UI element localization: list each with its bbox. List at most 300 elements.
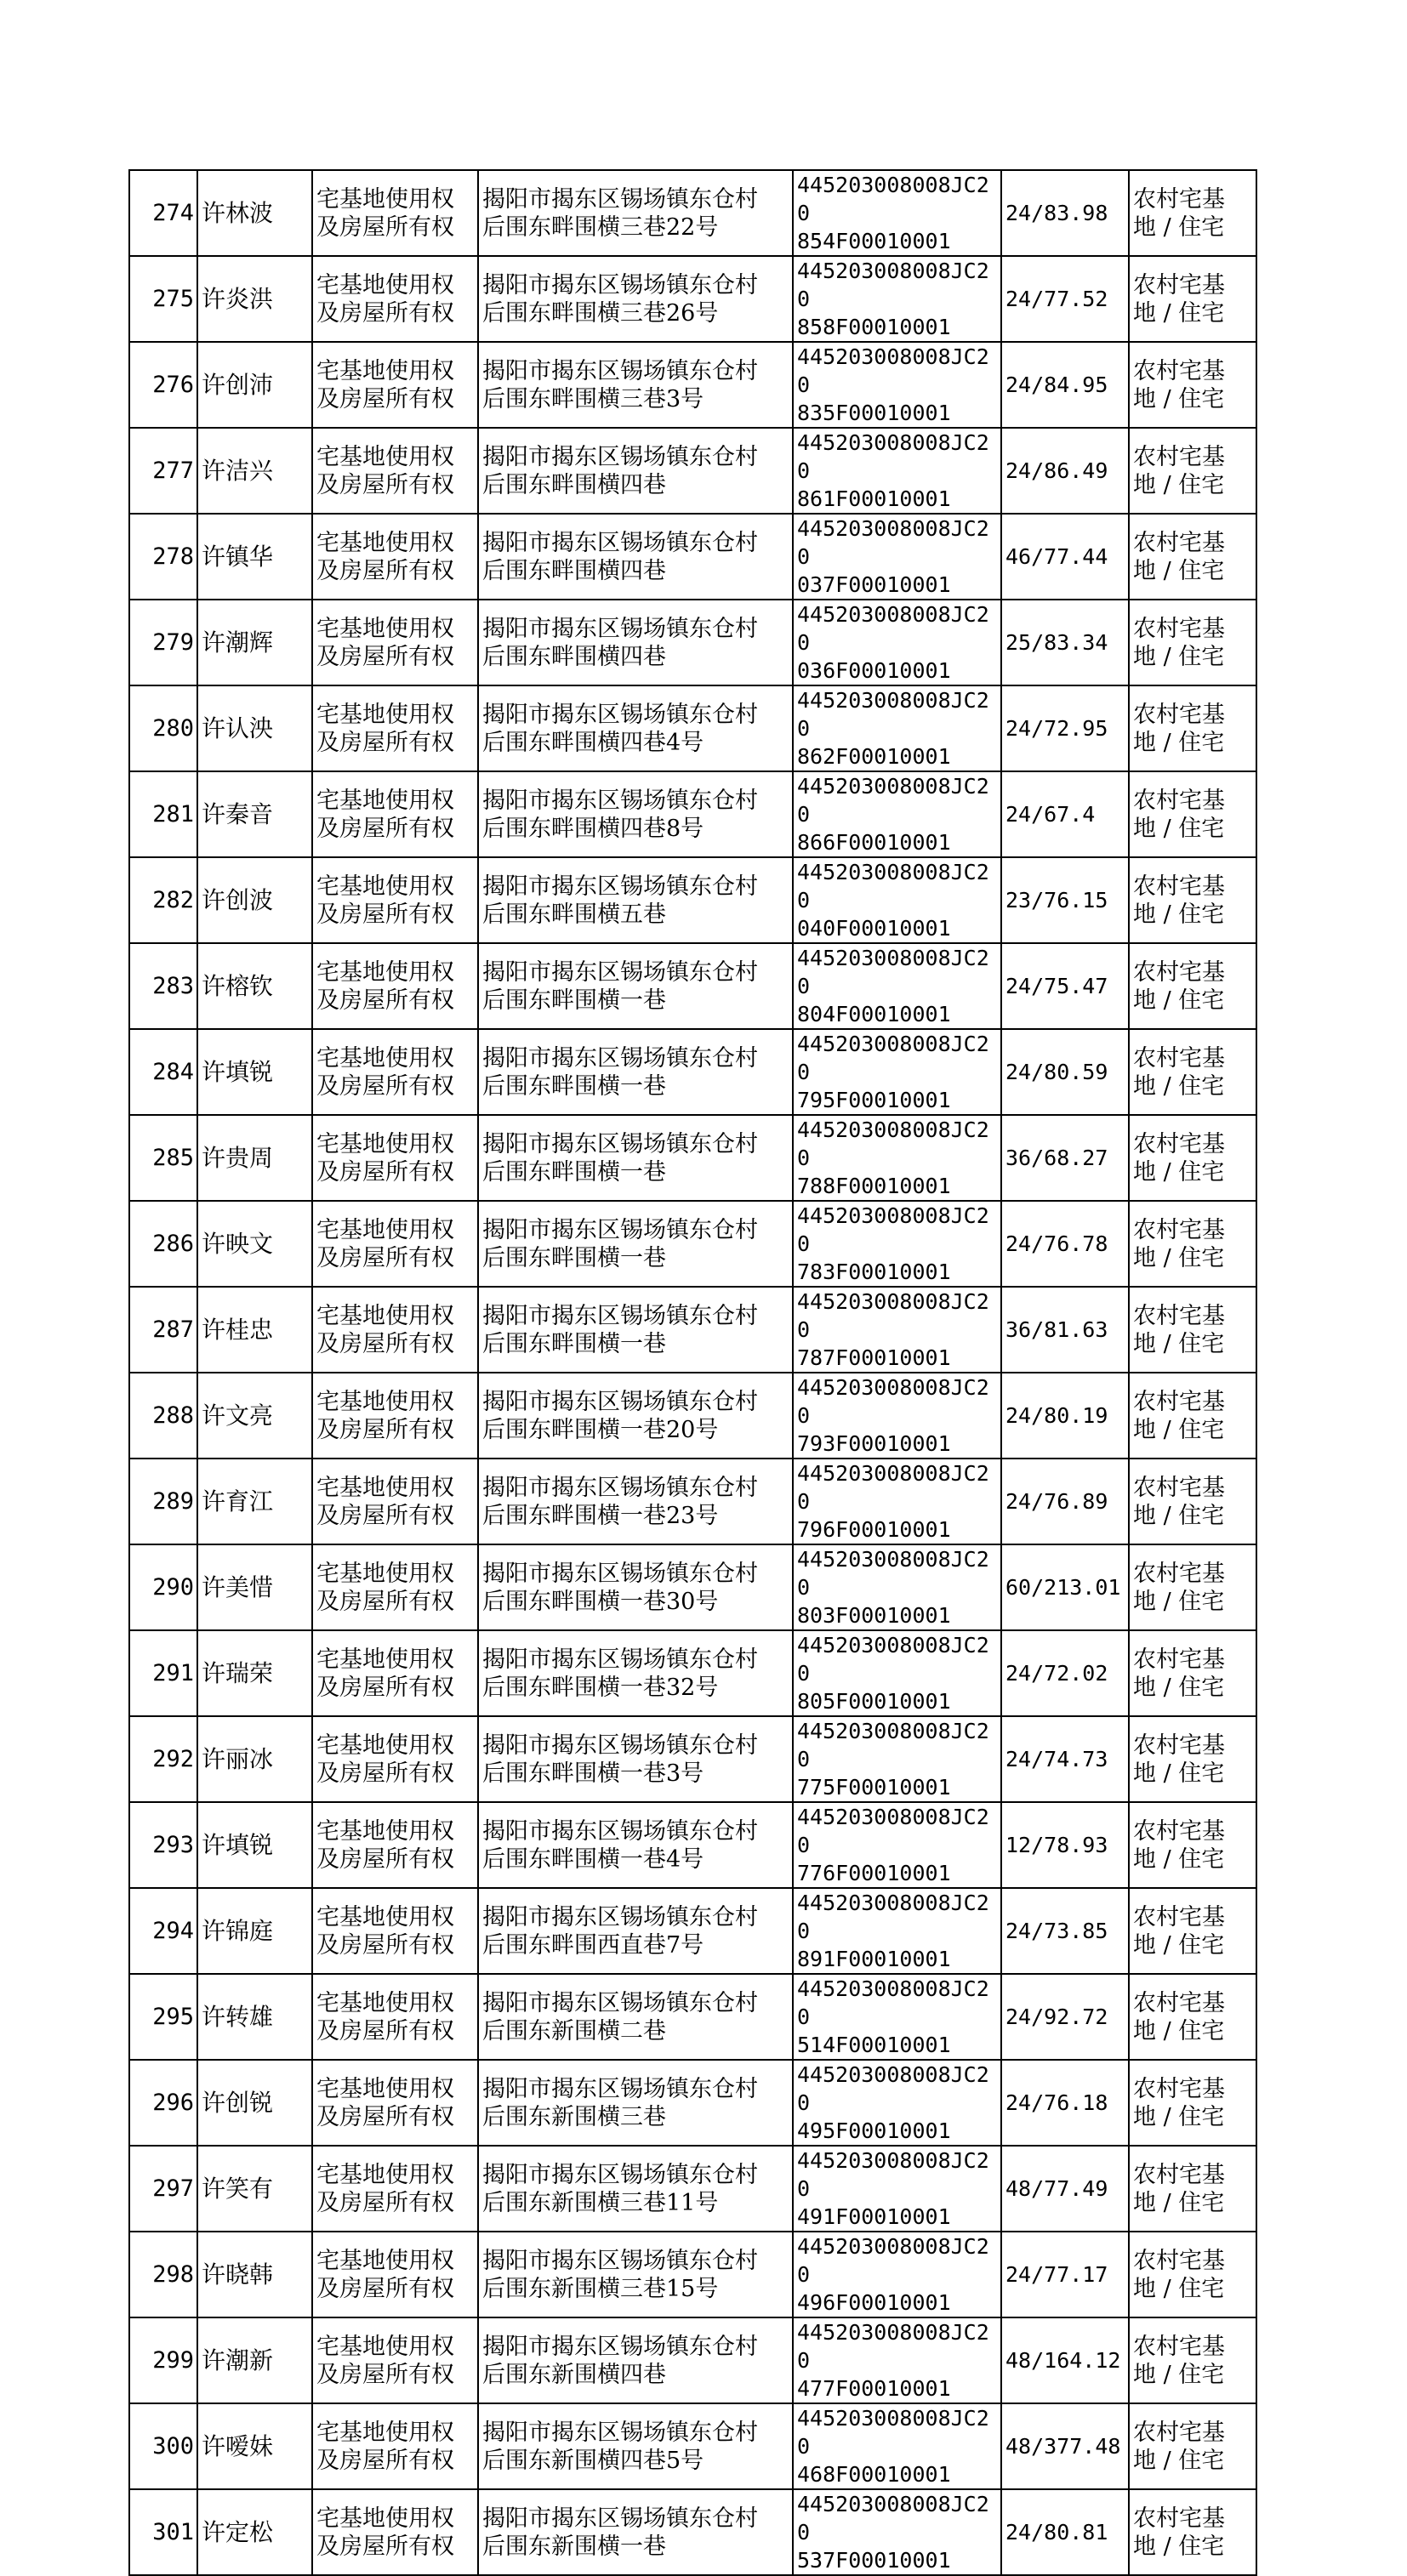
table-row [129, 1802, 1256, 1888]
row-number-cell: 290 [129, 1544, 197, 1630]
land-use-cell [1129, 1544, 1256, 1630]
land-use-line: 农村宅基 [1133, 1302, 1225, 1329]
row-number-cell: 284 [129, 1029, 197, 1115]
address-line: 揭阳市揭东区锡场镇东仓村 [482, 1646, 758, 1673]
right-type-cell [312, 771, 478, 857]
row-number-cell: 289 [129, 1459, 197, 1544]
owner-name-cell: 许映文 [197, 1201, 312, 1287]
parcel-code-line: 445203008008JC20 [797, 774, 989, 827]
address-line: 后围东新围横一巷 [482, 2533, 666, 2560]
land-use-cell [1129, 2232, 1256, 2317]
land-use-line: 地 / 住宅 [1133, 1502, 1225, 1529]
table-row [129, 256, 1256, 342]
area-cell: 24/74.73 [1001, 1716, 1129, 1802]
parcel-code-line: 445203008008JC20 [797, 2148, 989, 2201]
parcel-code-line: 445203008008JC20 [797, 2320, 989, 2373]
row-number-cell: 298 [129, 2232, 197, 2317]
parcel-code-line: 445203008008JC20 [797, 860, 989, 913]
right-type-line: 及房屋所有权 [316, 2189, 454, 2216]
land-use-line: 农村宅基 [1133, 1732, 1225, 1759]
land-use-line: 农村宅基 [1133, 2247, 1225, 2274]
owner-name-cell: 许炎洪 [197, 256, 312, 342]
owner-name-cell: 许林波 [197, 170, 312, 256]
parcel-code-cell [793, 771, 1001, 857]
address-cell [478, 1544, 793, 1630]
owner-name-cell: 许美惜 [197, 1544, 312, 1630]
table-row [129, 943, 1256, 1029]
row-number-cell: 296 [129, 2060, 197, 2146]
address-line: 揭阳市揭东区锡场镇东仓村 [482, 2161, 758, 2188]
land-use-cell [1129, 1716, 1256, 1802]
right-type-line: 及房屋所有权 [316, 2533, 454, 2560]
land-use-line: 农村宅基 [1133, 271, 1225, 299]
parcel-code-cell [793, 2146, 1001, 2232]
address-line: 揭阳市揭东区锡场镇东仓村 [482, 701, 758, 728]
right-type-line: 及房屋所有权 [316, 299, 454, 327]
right-type-cell [312, 685, 478, 771]
owner-name-cell: 许镇华 [197, 514, 312, 600]
address-line: 揭阳市揭东区锡场镇东仓村 [482, 787, 758, 814]
right-type-cell [312, 1373, 478, 1459]
land-use-line: 地 / 住宅 [1133, 2103, 1225, 2130]
address-cell [478, 2403, 793, 2489]
address-cell [478, 1716, 793, 1802]
address-line: 后围东畔围横一巷 [482, 1072, 666, 1100]
address-line: 揭阳市揭东区锡场镇东仓村 [482, 443, 758, 470]
parcel-code-line: 445203008008JC20 [797, 516, 989, 569]
address-cell [478, 1974, 793, 2060]
parcel-code-line: 496F00010001 [797, 2290, 951, 2315]
parcel-code-line: 796F00010001 [797, 1517, 951, 1542]
table-row [129, 1201, 1256, 1287]
parcel-code-line: 445203008008JC20 [797, 688, 989, 741]
land-use-line: 地 / 住宅 [1133, 1244, 1225, 1271]
parcel-code-line: 514F00010001 [797, 2033, 951, 2057]
address-line: 揭阳市揭东区锡场镇东仓村 [482, 2075, 758, 2102]
land-use-line: 地 / 住宅 [1133, 2017, 1225, 2044]
address-line: 揭阳市揭东区锡场镇东仓村 [482, 185, 758, 213]
parcel-code-cell [793, 1287, 1001, 1373]
land-use-cell [1129, 1888, 1256, 1974]
address-line: 后围东新围横三巷 [482, 2103, 666, 2130]
land-use-line: 农村宅基 [1133, 2419, 1225, 2446]
parcel-code-line: 477F00010001 [797, 2376, 951, 2401]
area-cell: 24/86.49 [1001, 428, 1129, 514]
address-cell [478, 600, 793, 685]
table-row [129, 2489, 1256, 2575]
right-type-line: 及房屋所有权 [316, 2275, 454, 2302]
owner-name-cell: 许贵周 [197, 1115, 312, 1201]
right-type-line: 及房屋所有权 [316, 1158, 454, 1186]
right-type-line: 及房屋所有权 [316, 1760, 454, 1787]
table-row [129, 1888, 1256, 1974]
right-type-line: 及房屋所有权 [316, 385, 454, 412]
land-use-cell [1129, 1373, 1256, 1459]
land-use-line: 地 / 住宅 [1133, 1674, 1225, 1701]
parcel-code-line: 775F00010001 [797, 1775, 951, 1800]
area-cell: 48/77.49 [1001, 2146, 1129, 2232]
parcel-code-line: 445203008008JC20 [797, 430, 989, 483]
owner-name-cell: 许填锐 [197, 1029, 312, 1115]
right-type-line: 及房屋所有权 [316, 815, 454, 842]
address-line: 揭阳市揭东区锡场镇东仓村 [482, 873, 758, 900]
area-cell: 24/80.19 [1001, 1373, 1129, 1459]
area-cell: 23/76.15 [1001, 857, 1129, 943]
area-cell: 24/76.18 [1001, 2060, 1129, 2146]
land-use-cell [1129, 685, 1256, 771]
address-line: 后围东畔围横四巷 [482, 557, 666, 584]
land-use-line: 地 / 住宅 [1133, 2533, 1225, 2560]
area-cell: 24/80.81 [1001, 2489, 1129, 2575]
right-type-line: 宅基地使用权 [316, 1989, 454, 2016]
right-type-line: 及房屋所有权 [316, 2361, 454, 2388]
parcel-code-line: 445203008008JC20 [797, 2062, 989, 2115]
parcel-code-line: 783F00010001 [797, 1260, 951, 1284]
row-number-cell: 301 [129, 2489, 197, 2575]
parcel-code-cell [793, 685, 1001, 771]
right-type-cell [312, 1201, 478, 1287]
address-cell [478, 428, 793, 514]
address-line: 后围东畔围横一巷3号 [482, 1760, 704, 1787]
address-cell [478, 2060, 793, 2146]
table-row [129, 342, 1256, 428]
land-use-line: 农村宅基 [1133, 1216, 1225, 1243]
parcel-code-line: 445203008008JC20 [797, 1375, 989, 1428]
parcel-code-cell [793, 1630, 1001, 1716]
parcel-code-line: 445203008008JC20 [797, 1289, 989, 1342]
land-use-line: 农村宅基 [1133, 615, 1225, 642]
table-row [129, 1115, 1256, 1201]
parcel-code-cell [793, 1373, 1001, 1459]
parcel-code-line: 445203008008JC20 [797, 173, 989, 225]
land-use-line: 地 / 住宅 [1133, 385, 1225, 412]
right-type-line: 宅基地使用权 [316, 2505, 454, 2532]
area-cell: 48/377.48 [1001, 2403, 1129, 2489]
row-number-cell: 300 [129, 2403, 197, 2489]
table-row [129, 1029, 1256, 1115]
address-line: 后围东新围横二巷 [482, 2017, 666, 2044]
parcel-code-cell [793, 2403, 1001, 2489]
table-row [129, 1459, 1256, 1544]
address-cell [478, 771, 793, 857]
parcel-code-line: 788F00010001 [797, 1174, 951, 1198]
address-line: 后围东畔围横一巷23号 [482, 1502, 719, 1529]
owner-name-cell: 许育江 [197, 1459, 312, 1544]
land-use-line: 农村宅基 [1133, 2161, 1225, 2188]
land-use-line: 农村宅基 [1133, 1646, 1225, 1673]
table-row [129, 1544, 1256, 1630]
address-cell [478, 1459, 793, 1544]
address-line: 揭阳市揭东区锡场镇东仓村 [482, 1130, 758, 1157]
land-use-cell [1129, 2489, 1256, 2575]
row-number-cell: 282 [129, 857, 197, 943]
land-use-line: 农村宅基 [1133, 2505, 1225, 2532]
address-cell [478, 1802, 793, 1888]
table-row [129, 1287, 1256, 1373]
table-row [129, 428, 1256, 514]
land-use-cell [1129, 170, 1256, 256]
area-cell: 24/72.95 [1001, 685, 1129, 771]
right-type-line: 宅基地使用权 [316, 2247, 454, 2274]
parcel-code-line: 445203008008JC20 [797, 344, 989, 397]
address-line: 后围东畔围横一巷32号 [482, 1674, 719, 1701]
land-use-line: 地 / 住宅 [1133, 2361, 1225, 2388]
parcel-code-line: 805F00010001 [797, 1689, 951, 1714]
area-cell: 24/83.98 [1001, 170, 1129, 256]
right-type-cell [312, 857, 478, 943]
table-row [129, 857, 1256, 943]
parcel-code-cell [793, 1802, 1001, 1888]
table-row [129, 685, 1256, 771]
land-use-line: 农村宅基 [1133, 529, 1225, 556]
land-use-line: 农村宅基 [1133, 1474, 1225, 1501]
address-cell [478, 857, 793, 943]
address-line: 揭阳市揭东区锡场镇东仓村 [482, 2333, 758, 2360]
right-type-cell [312, 1630, 478, 1716]
area-cell: 24/67.4 [1001, 771, 1129, 857]
right-type-line: 宅基地使用权 [316, 529, 454, 556]
parcel-code-cell [793, 1201, 1001, 1287]
address-line: 后围东畔围横五巷 [482, 901, 666, 928]
address-line: 后围东畔围西直巷7号 [482, 1931, 704, 1959]
parcel-code-line: 445203008008JC20 [797, 2406, 989, 2459]
parcel-code-cell [793, 943, 1001, 1029]
owner-name-cell: 许潮新 [197, 2317, 312, 2403]
parcel-code-cell [793, 2317, 1001, 2403]
land-use-cell [1129, 256, 1256, 342]
land-use-line: 农村宅基 [1133, 1130, 1225, 1157]
address-cell [478, 514, 793, 600]
address-line: 后围东新围横四巷5号 [482, 2447, 704, 2474]
parcel-code-line: 445203008008JC20 [797, 259, 989, 311]
address-line: 揭阳市揭东区锡场镇东仓村 [482, 1560, 758, 1587]
address-line: 后围东新围横三巷11号 [482, 2189, 719, 2216]
address-line: 后围东畔围横四巷 [482, 643, 666, 670]
row-number-cell: 274 [129, 170, 197, 256]
right-type-cell [312, 1802, 478, 1888]
owner-name-cell: 许创波 [197, 857, 312, 943]
owner-name-cell: 许榕钦 [197, 943, 312, 1029]
land-use-cell [1129, 600, 1256, 685]
land-use-cell [1129, 1201, 1256, 1287]
parcel-code-line: 491F00010001 [797, 2204, 951, 2229]
row-number-cell: 292 [129, 1716, 197, 1802]
registry-table-body [129, 170, 1256, 2575]
land-use-line: 地 / 住宅 [1133, 557, 1225, 584]
right-type-cell [312, 2403, 478, 2489]
right-type-cell [312, 2060, 478, 2146]
right-type-line: 宅基地使用权 [316, 2419, 454, 2446]
land-use-line: 地 / 住宅 [1133, 987, 1225, 1014]
area-cell: 24/80.59 [1001, 1029, 1129, 1115]
parcel-code-cell [793, 1459, 1001, 1544]
right-type-cell [312, 943, 478, 1029]
area-cell: 24/84.95 [1001, 342, 1129, 428]
right-type-cell [312, 2232, 478, 2317]
area-cell: 24/72.02 [1001, 1630, 1129, 1716]
area-cell: 24/77.17 [1001, 2232, 1129, 2317]
address-line: 后围东畔围横一巷 [482, 1158, 666, 1186]
owner-name-cell: 许笑有 [197, 2146, 312, 2232]
parcel-code-line: 793F00010001 [797, 1431, 951, 1456]
area-cell: 25/83.34 [1001, 600, 1129, 685]
right-type-line: 宅基地使用权 [316, 1388, 454, 1415]
owner-name-cell: 许晓韩 [197, 2232, 312, 2317]
address-line: 揭阳市揭东区锡场镇东仓村 [482, 1216, 758, 1243]
parcel-code-line: 445203008008JC20 [797, 1633, 989, 1686]
address-line: 揭阳市揭东区锡场镇东仓村 [482, 271, 758, 299]
right-type-line: 及房屋所有权 [316, 557, 454, 584]
land-use-cell [1129, 428, 1256, 514]
right-type-line: 及房屋所有权 [316, 2447, 454, 2474]
land-use-line: 农村宅基 [1133, 2333, 1225, 2360]
land-use-line: 农村宅基 [1133, 1903, 1225, 1931]
area-cell: 24/77.52 [1001, 256, 1129, 342]
row-number-cell: 286 [129, 1201, 197, 1287]
row-number-cell: 276 [129, 342, 197, 428]
land-use-line: 地 / 住宅 [1133, 471, 1225, 498]
address-line: 揭阳市揭东区锡场镇东仓村 [482, 2419, 758, 2446]
right-type-line: 及房屋所有权 [316, 1845, 454, 1873]
land-use-line: 农村宅基 [1133, 185, 1225, 213]
row-number-cell: 279 [129, 600, 197, 685]
right-type-line: 宅基地使用权 [316, 1474, 454, 1501]
land-use-line: 农村宅基 [1133, 357, 1225, 384]
right-type-cell [312, 1716, 478, 1802]
land-use-cell [1129, 2146, 1256, 2232]
right-type-cell [312, 170, 478, 256]
address-line: 后围东新围横四巷 [482, 2361, 666, 2388]
land-use-cell [1129, 342, 1256, 428]
right-type-line: 及房屋所有权 [316, 1588, 454, 1615]
owner-name-cell: 许认泱 [197, 685, 312, 771]
row-number-cell: 293 [129, 1802, 197, 1888]
right-type-line: 宅基地使用权 [316, 787, 454, 814]
address-line: 后围东畔围横一巷 [482, 1330, 666, 1357]
parcel-code-cell [793, 170, 1001, 256]
land-use-cell [1129, 2060, 1256, 2146]
address-line: 后围东畔围横一巷20号 [482, 1416, 719, 1443]
address-line: 揭阳市揭东区锡场镇东仓村 [482, 2247, 758, 2274]
row-number-cell: 283 [129, 943, 197, 1029]
right-type-line: 宅基地使用权 [316, 615, 454, 642]
right-type-cell [312, 1115, 478, 1201]
parcel-code-line: 445203008008JC20 [797, 1891, 989, 1943]
parcel-code-line: 445203008008JC20 [797, 1805, 989, 1857]
table-row [129, 2317, 1256, 2403]
owner-name-cell: 许创沛 [197, 342, 312, 428]
address-cell [478, 1287, 793, 1373]
address-cell [478, 685, 793, 771]
right-type-line: 宅基地使用权 [316, 1216, 454, 1243]
land-use-line: 地 / 住宅 [1133, 1330, 1225, 1357]
row-number-cell: 297 [129, 2146, 197, 2232]
owner-name-cell: 许秦音 [197, 771, 312, 857]
table-row [129, 2060, 1256, 2146]
right-type-line: 宅基地使用权 [316, 1903, 454, 1931]
right-type-cell [312, 1029, 478, 1115]
address-cell [478, 1115, 793, 1201]
table-row [129, 2232, 1256, 2317]
area-cell: 12/78.93 [1001, 1802, 1129, 1888]
land-use-line: 农村宅基 [1133, 873, 1225, 900]
owner-name-cell: 许瑞荣 [197, 1630, 312, 1716]
right-type-cell [312, 1974, 478, 2060]
right-type-line: 宅基地使用权 [316, 357, 454, 384]
land-use-cell [1129, 1115, 1256, 1201]
parcel-code-cell [793, 857, 1001, 943]
address-cell [478, 256, 793, 342]
land-use-line: 农村宅基 [1133, 1989, 1225, 2016]
row-number-cell: 288 [129, 1373, 197, 1459]
right-type-line: 及房屋所有权 [316, 1931, 454, 1959]
address-line: 后围东畔围横一巷4号 [482, 1845, 704, 1873]
parcel-code-cell [793, 256, 1001, 342]
address-line: 揭阳市揭东区锡场镇东仓村 [482, 958, 758, 986]
right-type-cell [312, 514, 478, 600]
right-type-line: 及房屋所有权 [316, 643, 454, 670]
area-cell: 48/164.12 [1001, 2317, 1129, 2403]
area-cell: 36/68.27 [1001, 1115, 1129, 1201]
address-line: 揭阳市揭东区锡场镇东仓村 [482, 615, 758, 642]
table-row [129, 1974, 1256, 2060]
right-type-line: 宅基地使用权 [316, 958, 454, 986]
parcel-code-line: 445203008008JC20 [797, 1719, 989, 1771]
right-type-line: 宅基地使用权 [316, 1302, 454, 1329]
right-type-line: 宅基地使用权 [316, 873, 454, 900]
land-use-line: 地 / 住宅 [1133, 2189, 1225, 2216]
land-use-line: 地 / 住宅 [1133, 1931, 1225, 1959]
address-cell [478, 1888, 793, 1974]
address-line: 后围东畔围横四巷8号 [482, 815, 704, 842]
address-cell [478, 170, 793, 256]
address-line: 后围东畔围横一巷 [482, 1244, 666, 1271]
parcel-code-cell [793, 1974, 1001, 2060]
table-row [129, 771, 1256, 857]
table-row [129, 2403, 1256, 2489]
right-type-line: 及房屋所有权 [316, 2103, 454, 2130]
address-line: 后围东畔围横三巷22号 [482, 213, 719, 241]
table-row [129, 2146, 1256, 2232]
row-number-cell: 285 [129, 1115, 197, 1201]
right-type-line: 宅基地使用权 [316, 1044, 454, 1072]
row-number-cell: 291 [129, 1630, 197, 1716]
parcel-code-cell [793, 428, 1001, 514]
land-use-line: 地 / 住宅 [1133, 815, 1225, 842]
right-type-line: 及房屋所有权 [316, 213, 454, 241]
land-use-line: 地 / 住宅 [1133, 1072, 1225, 1100]
owner-name-cell: 许丽冰 [197, 1716, 312, 1802]
parcel-code-cell [793, 2232, 1001, 2317]
table-row [129, 1716, 1256, 1802]
address-cell [478, 2232, 793, 2317]
parcel-code-line: 891F00010001 [797, 1947, 951, 1971]
owner-name-cell: 许创锐 [197, 2060, 312, 2146]
land-use-cell [1129, 1029, 1256, 1115]
address-cell [478, 1373, 793, 1459]
address-cell [478, 342, 793, 428]
parcel-code-line: 861F00010001 [797, 486, 951, 511]
parcel-code-line: 445203008008JC20 [797, 1976, 989, 2029]
address-line: 后围东畔围横三巷3号 [482, 385, 704, 412]
parcel-code-line: 495F00010001 [797, 2118, 951, 2143]
parcel-code-line: 445203008008JC20 [797, 1032, 989, 1084]
right-type-line: 及房屋所有权 [316, 1330, 454, 1357]
address-cell [478, 2489, 793, 2575]
owner-name-cell: 许洁兴 [197, 428, 312, 514]
right-type-cell [312, 2317, 478, 2403]
parcel-code-line: 835F00010001 [797, 401, 951, 425]
